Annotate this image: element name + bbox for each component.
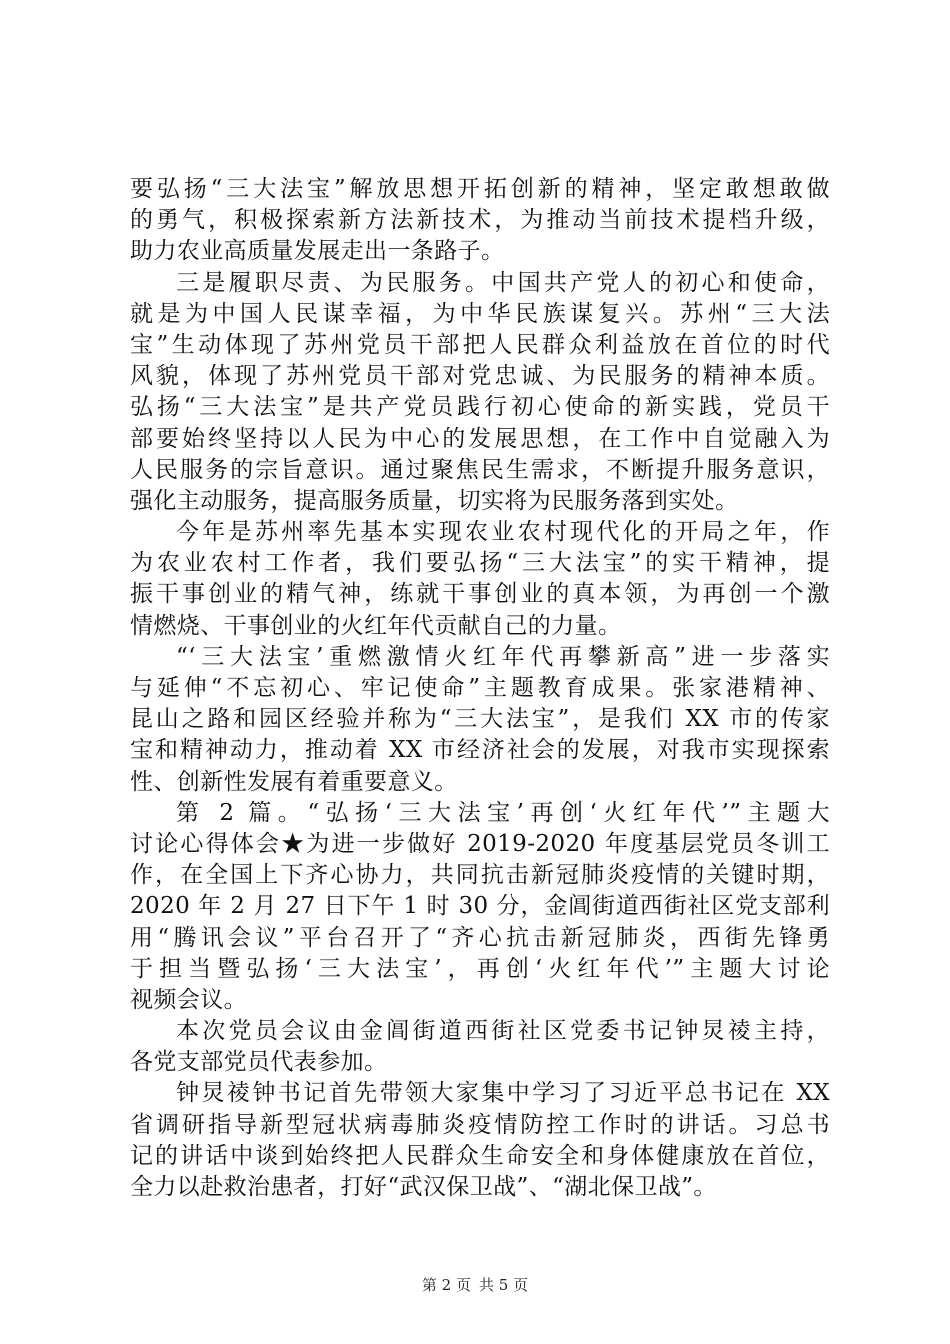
- page-number: 第 2 页: [421, 1276, 471, 1294]
- text-line: 宝和精神动力，推动着 XX 市经济社会的发展，对我市实现探索: [130, 737, 830, 764]
- text-line: 第 2 篇。“弘扬‘三大法宝’再创‘火红年代’”主题大: [176, 799, 830, 826]
- text-line: 情燃烧、干事创业的火红年代贡献自己的力量。: [130, 612, 622, 639]
- text-line: 讨论心得体会★为进一步做好 2019-2020 年度基层党员冬训工: [130, 830, 830, 857]
- text-line: 钟炅祾钟书记首先带领大家集中学习了习近平总书记在 XX: [176, 1080, 830, 1107]
- text-line: “‘三大法宝’重燃激情火红年代再攀新高”进一步落实: [176, 643, 830, 670]
- text-line: 部要始终坚持以人民为中心的发展思想，在工作中自觉融入为: [130, 425, 830, 452]
- text-line: 为农业农村工作者，我们要弘扬“三大法宝”的实干精神，提: [130, 550, 830, 577]
- paragraph: [130, 174, 830, 268]
- text-line: 2020 年 2 月 27 日下午 1 时 30 分，金阊街道西街社区党支部利: [130, 893, 830, 920]
- text-line: 助力农业高质量发展走出一条路子。: [130, 238, 505, 265]
- document-body: [130, 174, 830, 1203]
- text-line: 用“腾讯会议”平台召开了“齐心抗击新冠肺炎，西街先锋勇: [130, 924, 830, 951]
- text-line: 三是履职尽责、为民服务。中国共产党人的初心和使命，: [176, 269, 830, 296]
- text-line: 的勇气，积极探索新方法新技术，为推动当前技术提档升级，: [130, 207, 830, 234]
- page-footer: [0, 1275, 950, 1295]
- text-line: 弘扬“三大法宝”是共产党员践行初心使命的新实践，党员干: [130, 394, 830, 421]
- text-line: 记的讲话中谈到始终把人民群众生命安全和身体健康放在首位，: [130, 1142, 830, 1169]
- text-line: 省调研指导新型冠状病毒肺炎疫情防控工作时的讲话。习总书: [130, 1111, 830, 1138]
- text-line: 与延伸“不忘初心、牢记使命”主题教育成果。张家港精神、: [130, 675, 830, 701]
- text-line: 振干事创业的精气神，练就干事创业的真本领，为再创一个激: [130, 581, 830, 608]
- text-line: 性、创新性发展有着重要意义。: [130, 768, 458, 795]
- paragraph: [130, 642, 830, 798]
- text-line: 人民服务的宗旨意识。通过聚焦民生需求，不断提升服务意识，: [130, 456, 830, 483]
- paragraph: [130, 798, 830, 1016]
- text-line: 各党支部党员代表参加。: [130, 1049, 388, 1076]
- text-line: 风貌，体现了苏州党员干部对党忠诚、为民服务的精神本质。: [130, 363, 830, 390]
- paragraph: [130, 517, 830, 642]
- paragraph: [130, 1078, 830, 1203]
- text-line: 视频会议。: [130, 986, 247, 1013]
- text-line: 昆山之路和园区经验并称为“三大法宝”，是我们 XX 市的传家: [130, 706, 830, 733]
- text-line: 本次党员会议由金阊街道西街社区党委书记钟炅祾主持，: [176, 1018, 830, 1045]
- text-line: 宝”生动体现了苏州党员干部把人民群众利益放在首位的时代: [130, 331, 830, 358]
- text-line: 作，在全国上下齐心协力，共同抗击新冠肺炎疫情的关键时期，: [130, 862, 830, 889]
- text-line: 要弘扬“三大法宝”解放思想开拓创新的精神，坚定敢想敢做: [130, 176, 830, 202]
- text-line: 全力以赴救治患者，打好“武汉保卫战”、“湖北保卫战”。: [130, 1174, 717, 1200]
- paragraph: [130, 268, 830, 518]
- text-line: 就是为中国人民谋幸福，为中华民族谋复兴。苏州“三大法: [130, 300, 830, 327]
- paragraph: [130, 1016, 830, 1078]
- page-total: 共 5 页: [479, 1276, 529, 1294]
- text-line: 今年是苏州率先基本实现农业农村现代化的开局之年，作: [176, 519, 830, 546]
- text-line: 于担当暨弘扬‘三大法宝’，再创‘火红年代’”主题大讨论: [130, 955, 830, 982]
- text-line: 强化主动服务，提高服务质量，切实将为民服务落到实处。: [130, 487, 739, 514]
